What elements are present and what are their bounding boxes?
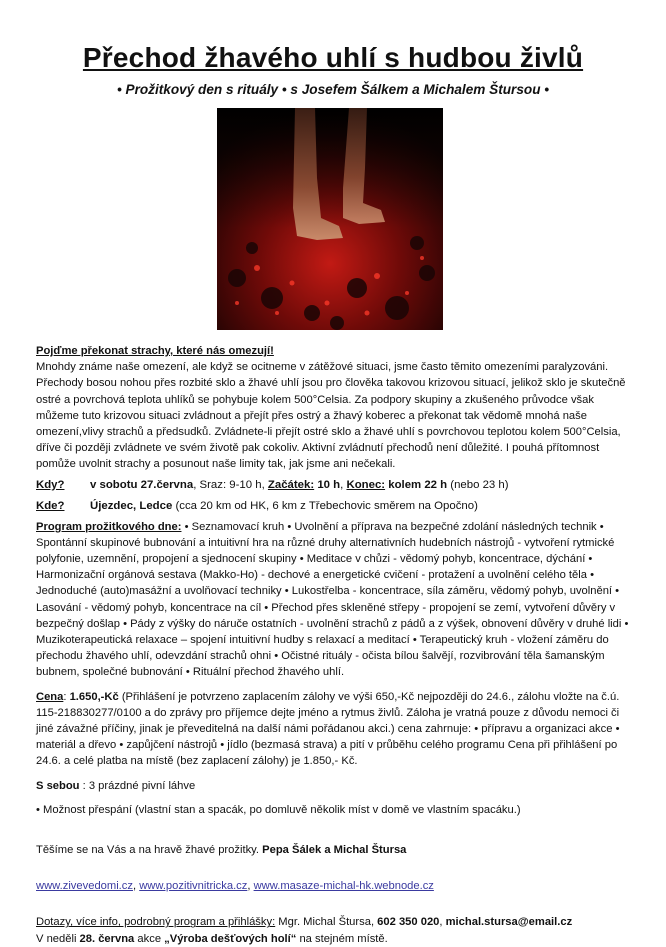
start-time: 10 h [314, 478, 341, 491]
price-label: Cena [36, 690, 64, 703]
meet-time: , Sraz: 9-10 h, [193, 478, 268, 491]
separator: , [340, 478, 347, 491]
closing-text: Těšíme se na Vás a na hravě žhavé prožitky. [36, 844, 263, 857]
where-row [36, 498, 636, 515]
price-paragraph [36, 689, 636, 770]
end-label: Konec: [346, 478, 386, 491]
where-label: Kde? [36, 499, 65, 512]
contact-line [36, 914, 636, 930]
when-label: Kdy? [36, 478, 65, 491]
program-text: • Seznamovací kruh • Uvolnění a příprava na bezpečné zdolání následných technik • Spontánní skupinové bubnování a intuitivní hra na různé druhy alternativních hudebních nástrojů - vytvoření rytmické polyfonie, uzemnění, propojení a sjednocení skupiny • Meditace v chůzi - vědomý pohyb, koncentrace, dýchání • Harmonizační orgánová sestava (Makko-Ho) - dechové a energetické cvičení - protažení a uvolnění celého těla • Jednoduché (auto)masážní a uvolňovací techniky • Lukostřelba - koncentrace, síla záměru, vědomý pohyb, uvolnění • Lasování - vědomý pohyb, koncentrace na cíl • Přechod přes skleněné střepy - propojení se zemí, vytvoření důvěry v bezpečný došlap • Pády z výšky do náruče ostatních - uvolnění strachů z pádů a z výšek, obnovení důvěry v druhé lidi • Muzikoterapeutická relaxace – spojení intuitivní hudby s relaxací a meditací • Terapeutický kruh - vložení záměru do přechodu žhavého uhlí, odevzdání strachů ohni • Očistné rituály - očista bílou šalvějí, rozvibrování těla šamanským bubnem, společné bubnování • Rituální přechod žhavého uhlí. [36, 520, 629, 679]
page-subtitle: • Prožitkový den s rituály • s Josefem Šálkem a Michalem Štursou • [116, 82, 550, 97]
link-pozitivnitricka[interactable]: www.pozitivnitricka.cz [139, 880, 248, 893]
closing-line [36, 842, 636, 858]
bring-line [36, 778, 636, 794]
contact-name: Mgr. Michal Štursa, [275, 916, 378, 929]
place: Újezdec, Ledce [90, 499, 173, 512]
footer-line [36, 931, 636, 947]
link-separator: , [132, 880, 140, 893]
link-masaze[interactable]: www.masaze-michal-hk.webnode.cz [253, 880, 434, 893]
end-note: (nebo 23 h) [447, 478, 509, 491]
end-time: kolem 22 h [385, 478, 448, 491]
contact-label: Dotazy, více info, podrobný program a přihlášky: [36, 916, 276, 929]
bring-label: S sebou [36, 779, 80, 792]
link-separator: , [247, 880, 254, 893]
program-paragraph [36, 519, 636, 681]
link-zivevedomi[interactable]: www.zivevedomi.cz [36, 880, 133, 893]
bring-text: : 3 prázdné pivní láhve [79, 779, 196, 792]
contact-separator: , [439, 916, 446, 929]
price-colon: : [63, 690, 70, 703]
contact-email[interactable]: michal.stursa@email.cz [445, 916, 573, 929]
links-line [36, 878, 636, 894]
intro-heading: Pojďme překonat strachy, které nás omezují! [36, 345, 274, 357]
contact-phone: 602 350 020 [377, 916, 440, 929]
footer-date: 28. června [79, 932, 135, 945]
price-text: (Přihlášení je potvrzeno zaplacením zálohy ve výši 650,-Kč nejpozději do 24.6., zálohu vložte na č.ú. 115-218830277/0100 a do zprávy pro příjemce dejte jméno a rytmus živlů. Záloha je vratná pouze z důvodu nemoci či jiné závažné příčiny, jinak je převeditelná na další námi pořádanou akci.) cena zahrnuje: • přípravu a organizaci akce • materiál a dřevo • zapůjčení nástrojů • jídlo (bezmasá strava) a pití v průběhu celého programu Cena při přihlášení po 24.6. a celé platba na místě (bez zaplacení zálohy) je 1.850,- Kč. [36, 690, 620, 768]
footer-event: „Výroba dešťových holí“ [164, 932, 297, 945]
price-amount: 1.650,-Kč [69, 690, 119, 703]
start-label: Začátek: [267, 478, 315, 491]
page-title: Přechod žhavého uhlí s hudbou živlů [82, 42, 584, 73]
sleep-note: • Možnost přespání (vlastní stan a spacák, po domluvě několik míst v domě ve vlastním spacáku.) [36, 803, 521, 816]
firewalk-photo [217, 108, 443, 330]
organizers: Pepa Šálek a Michal Štursa [262, 844, 407, 857]
intro-text: Mnohdy známe naše omezení, ale když se ocitneme v zátěžové situaci, jsme často těmito omezeními paralyzováni. Přechody bosou nohou přes rozbité sklo a žhavé uhlí jsou pro člověka takovou krizovou situací, jelikož sklo je skutečně ostré a povrchová teplota uhlíků se pohybuje kolem 500°Celsia. Za podpory skupiny a zkušeného průvodce však můžeme tuto krizovou situaci zvládnout a přejít přes ostrý a žhavý koberec a překonat tak vědomě mnohá naše omezení,vlivy strachů a předsudků. Zvládnete-li přejít ostré sklo a žhavé uhlí s povrchovou teplotou kolem 500°Celsia, dříve či později zvládnete ve svém životě pak cokoliv. Aktivní zvládnutí přechodů není důležité. I pouhá přítomnost pomůže uvolnit strachy a posunout naše limity tak, jak jsme ani nečekali. [36, 361, 626, 471]
footer-post: na stejném místě. [296, 932, 388, 945]
footer-pre: V neděli [36, 932, 80, 945]
program-label: Program prožitkového dne: [36, 520, 182, 533]
when-row [36, 477, 636, 494]
place-detail: (cca 20 km od HK, 6 km z Třebechovic směrem na Opočno) [172, 499, 478, 512]
event-date: v sobotu 27.června [90, 478, 194, 491]
footer-mid: akce [134, 932, 165, 945]
